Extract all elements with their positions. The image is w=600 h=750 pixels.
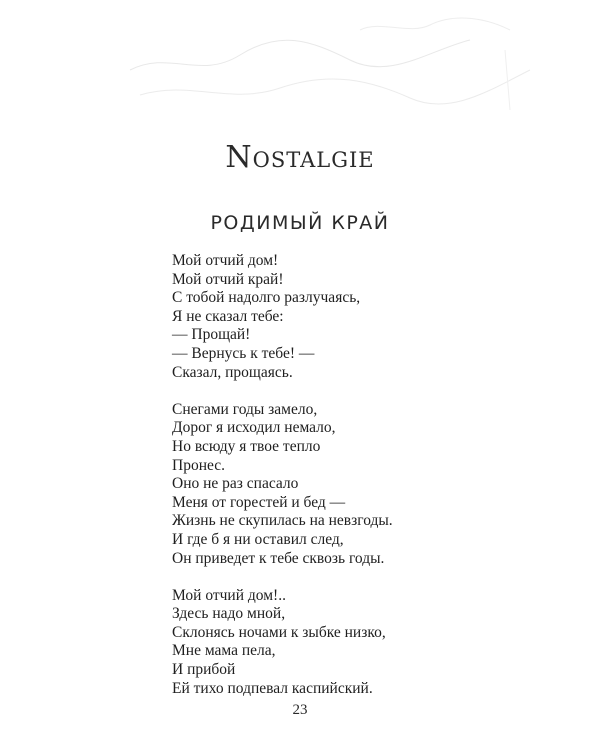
poem-line: Мой отчий дом! bbox=[172, 252, 279, 269]
stanza-3 bbox=[172, 587, 532, 699]
poem-line: Но всюду я твое тепло bbox=[172, 437, 321, 455]
poem-line: Сказал, прощаясь. bbox=[172, 363, 293, 381]
poem-line: — Вернусь к тебе! — bbox=[172, 344, 315, 362]
poem-line: Я не сказал тебе: bbox=[172, 307, 284, 325]
poem-line: Дорог я исходил немало, bbox=[172, 419, 336, 437]
poem-line: Снегами годы замело, bbox=[172, 400, 318, 418]
poem-line: И где б я ни оставил след, bbox=[172, 530, 344, 548]
bleed-through-handwriting bbox=[110, 10, 550, 120]
poem-line: С тобой надолго разлучаясь, bbox=[172, 289, 361, 307]
poem-line: Ей тихо подпевал каспийский. bbox=[172, 679, 373, 697]
poem-line: Жизнь не скупилась на невзгоды. bbox=[172, 512, 393, 530]
poem-line: Меня от горестей и бед — bbox=[172, 493, 346, 511]
poem-line: Пронес. bbox=[172, 456, 226, 474]
section-title: Nostalgie bbox=[225, 140, 375, 175]
poem-line: — Прощай! bbox=[172, 326, 251, 344]
poem-line: И прибой bbox=[172, 661, 236, 679]
poem-line: Склонясь ночами к зыбке низко, bbox=[172, 623, 386, 641]
page-number: 23 bbox=[292, 702, 308, 718]
poem-line: Оно не раз спасало bbox=[172, 475, 299, 493]
poem-line: Мой отчий дом!.. bbox=[172, 586, 286, 604]
poem-line: Здесь надо мной, bbox=[172, 605, 286, 623]
poem-line: Мой отчий край! bbox=[172, 270, 284, 288]
poem-line: Мне мама пела, bbox=[172, 642, 276, 660]
poem-title: РОДИМЫЙ КРАЙ bbox=[210, 212, 390, 234]
stanza-2 bbox=[172, 401, 532, 568]
poem-line: Он приведет к тебе сквозь годы. bbox=[172, 549, 385, 567]
poem-body bbox=[172, 252, 532, 717]
stanza-1 bbox=[172, 252, 532, 382]
